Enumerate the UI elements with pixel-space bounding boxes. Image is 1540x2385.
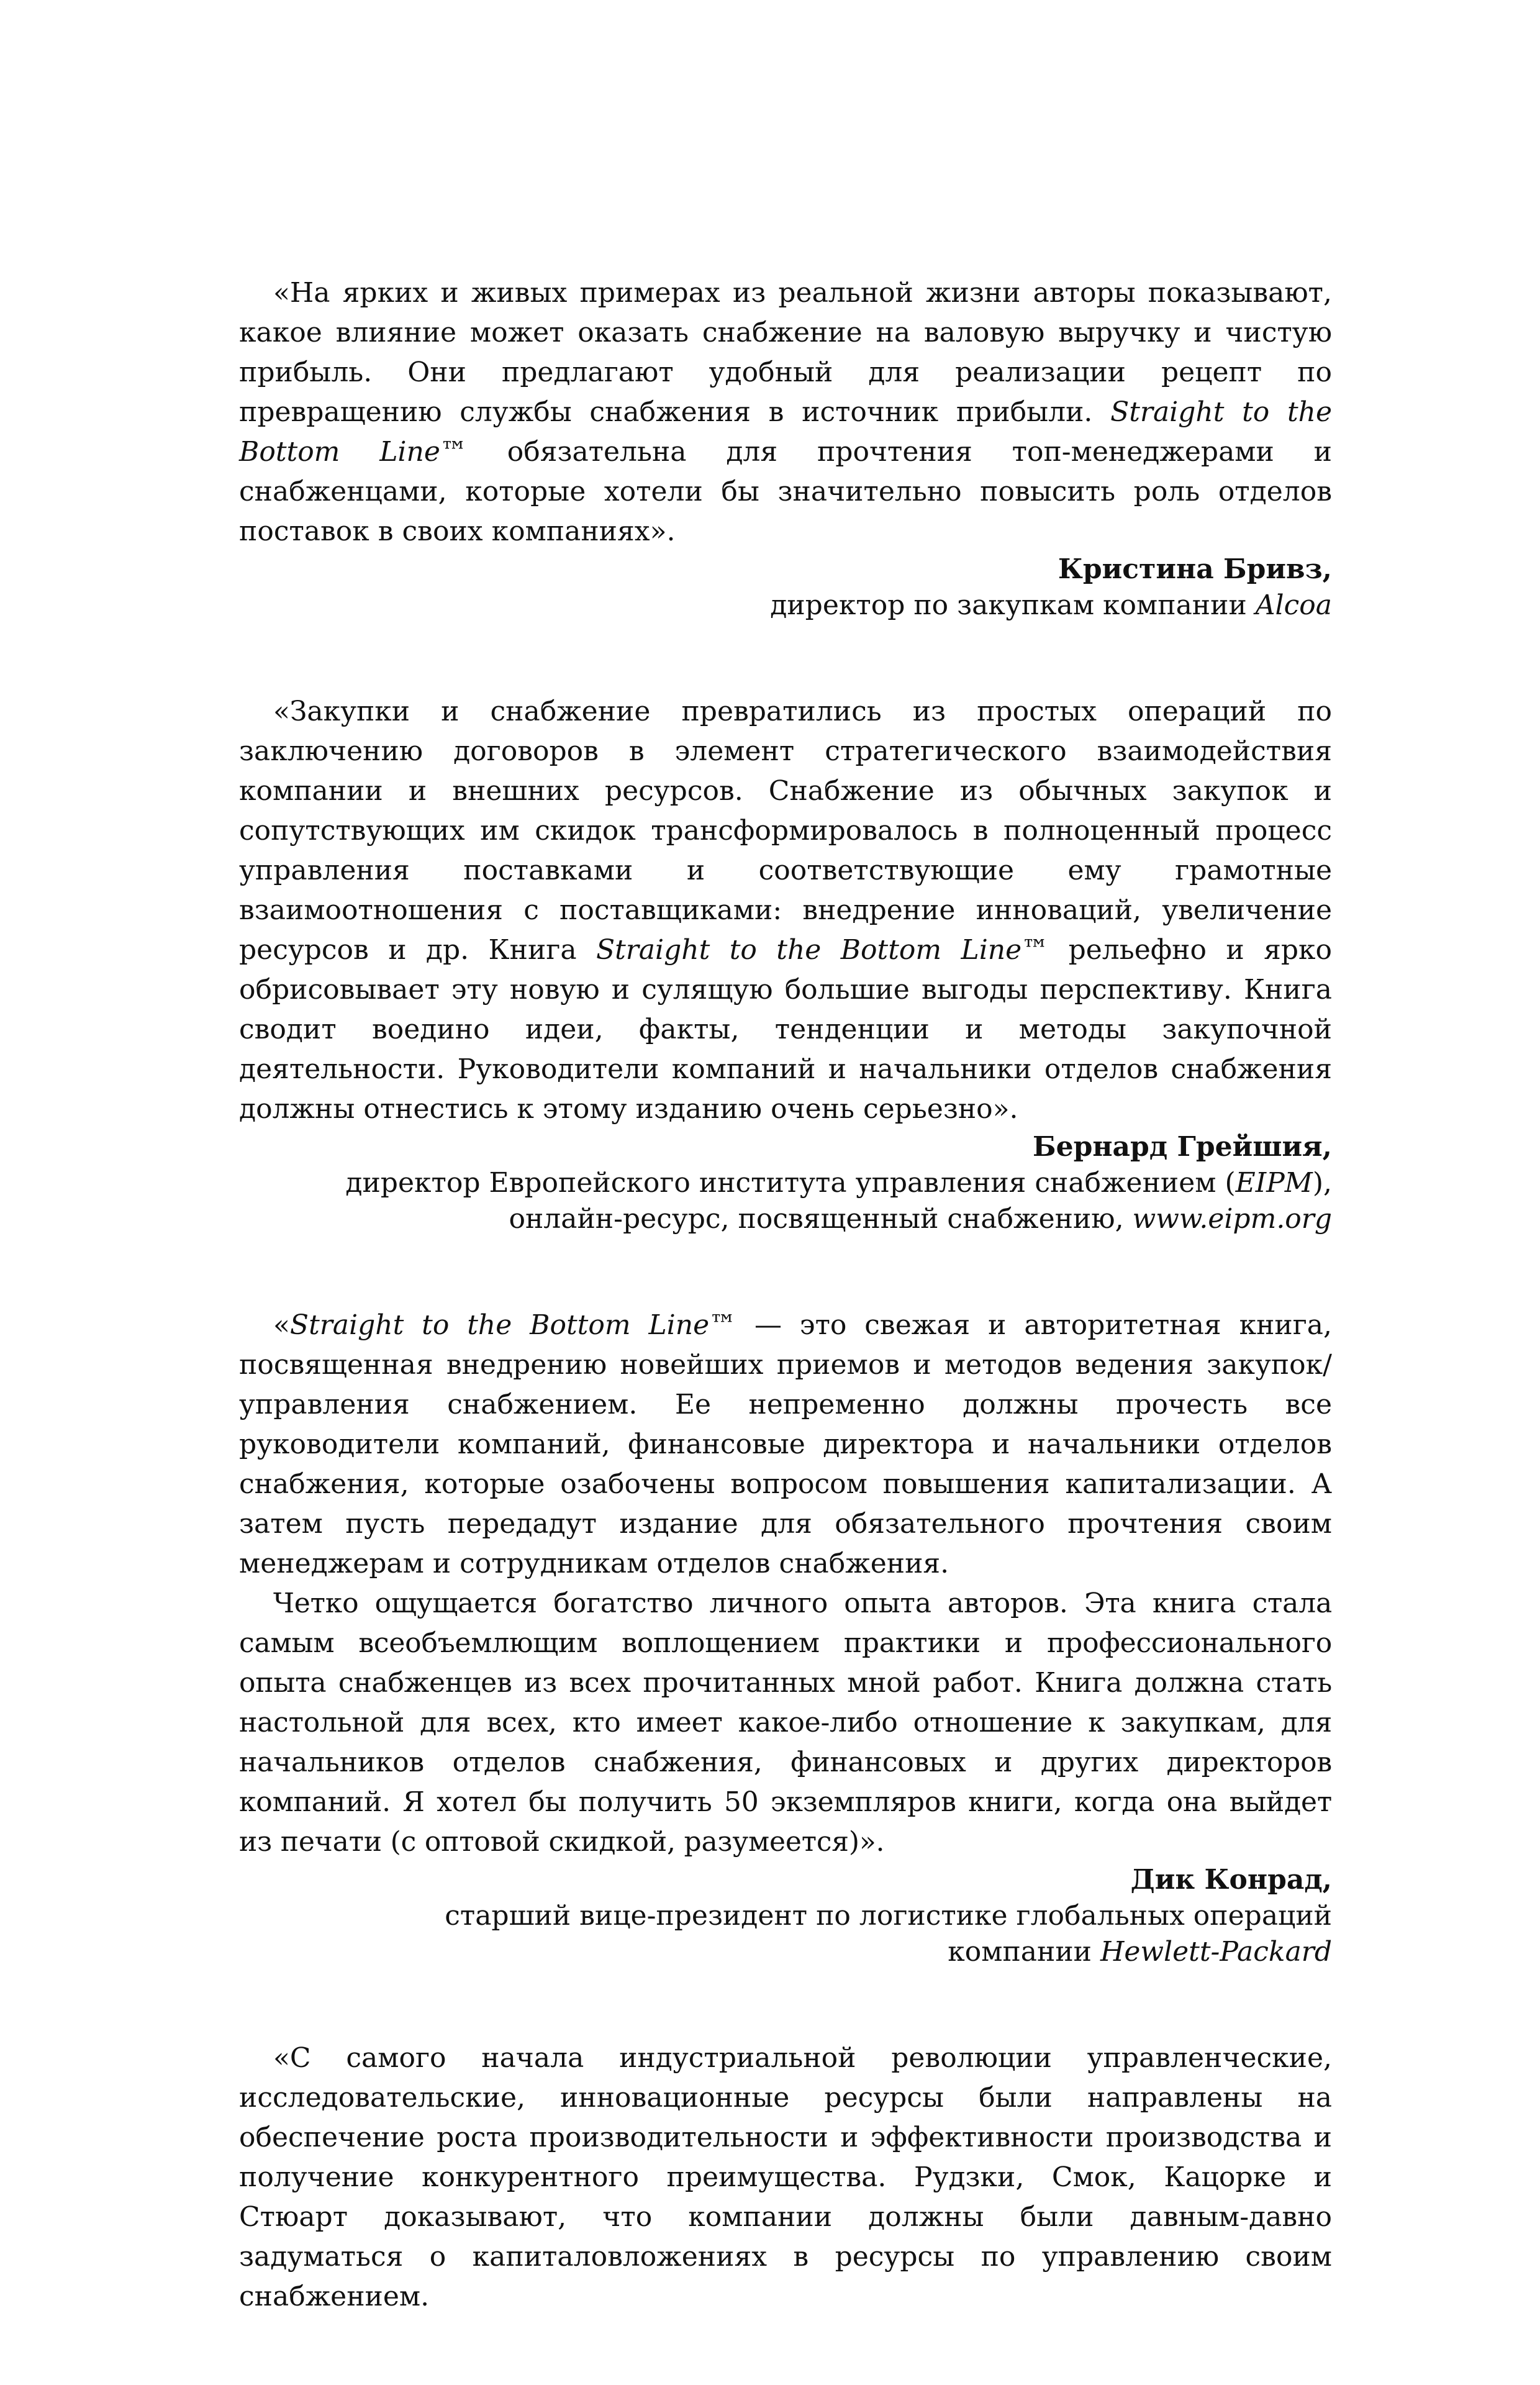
- italic-text: Alcoa: [1255, 589, 1332, 621]
- quote-attribution: [239, 1862, 1332, 1970]
- testimonial-block: [239, 1306, 1332, 1970]
- testimonial-block: [239, 273, 1332, 624]
- text-run: компании: [948, 1936, 1100, 1968]
- author-role: [239, 1201, 1332, 1237]
- text-run: директор Европейского института управления снабжением (: [345, 1167, 1236, 1199]
- quote-attribution: [239, 552, 1332, 624]
- testimonial-block: [239, 692, 1332, 1237]
- quote-paragraph: [239, 1306, 1332, 1584]
- author-role: [239, 1165, 1332, 1201]
- text-run: «На ярких и живых примерах из реальной жизни авторы показывают, какое влияние может оказать снабжение на валовую выручку и чистую прибыль. Они предлагают удобный для реализации рецепт по превращению службы снабжения в источник прибыли.: [239, 277, 1332, 428]
- text-run: рельефно и ярко обрисовывает эту новую и сулящую большие выгоды перспективу. Книга сводит воедино идеи, факты, тенденции и методы закупочной деятельности. Руководители компаний и начальники отделов снабжения должны отнестись к этому изданию очень серьезно».: [239, 934, 1333, 1125]
- author-name: Дик Конрад,: [1130, 1864, 1332, 1896]
- text-run: «С самого начала индустриальной революции управленческие, исследовательские, инновационные ресурсы были направлены на обеспечение роста производительности и эффективности производства и получение конкурентного преимущества. Рудзки, Смок, Кацорке и Стюарт доказывают, что компании должны были давным-давно задуматься о капиталовложениях в ресурсы по управлению своим снабжением.: [239, 2042, 1332, 2312]
- author-role: [239, 1934, 1332, 1970]
- author-name: Бернард Грейшия,: [1032, 1131, 1332, 1163]
- quote-attribution: [239, 1129, 1332, 1237]
- author-role: [239, 1898, 1332, 1934]
- italic-text: Hewlett-Packard: [1100, 1936, 1332, 1968]
- text-run: — это свежая и авторитетная книга, посвященная внедрению новейших приемов и методов ведения закупок/управления снабжением. Ее непременно должны прочесть все руководители компаний, финансовые директора и начальники отделов снабжения, которые озабочены вопросом повышения капитализации. А затем пусть передадут издание для обязательного прочтения своим менеджерам и сотрудникам отделов снабжения.: [239, 1309, 1332, 1579]
- author-name: Кристина Бривз,: [1058, 553, 1332, 585]
- document-page: [239, 273, 1332, 2385]
- quote-paragraph: [239, 1584, 1332, 1862]
- italic-text: Straight to the Bottom Line™: [239, 396, 1332, 468]
- text-run: обязательна для прочтения топ-менеджерами и снабженцами, которые хотели бы значительно повысить роль отделов поставок в своих компаниях».: [239, 436, 1332, 547]
- text-run: онлайн-ресурс, посвященный снабжению,: [509, 1203, 1133, 1235]
- italic-text: Straight to the Bottom Line™: [289, 1309, 737, 1341]
- text-run: директор по закупкам компании: [770, 589, 1256, 621]
- testimonial-block: [239, 2038, 1332, 2317]
- quote-paragraph: [239, 2038, 1332, 2317]
- text-run: «: [273, 1309, 290, 1341]
- italic-text: EIPM: [1235, 1167, 1313, 1199]
- quote-paragraph: [239, 273, 1332, 552]
- text-run: старший вице-президент по логистике глобальных операций: [445, 1900, 1332, 1932]
- text-run: ),: [1312, 1167, 1332, 1199]
- text-run: Четко ощущается богатство личного опыта авторов. Эта книга стала самым всеобъемлющим воплощением практики и профессионального опыта снабженцев из всех прочитанных мной работ. Книга должна стать настольной для всех, кто имеет какое-либо отношение к закупкам, для начальников отделов снабжения, финансовых и других директоров компаний. Я хотел бы получить 50 экземпляров книги, когда она выйдет из печати (с оптовой скидкой, разумеется)».: [239, 1588, 1332, 1858]
- author-role: [239, 588, 1332, 624]
- text-run: «Закупки и снабжение превратились из простых операций по заключению договоров в элемент стратегического взаимодействия компании и внешних ресурсов. Снабжение из обычных закупок и сопутствующих им скидок трансформировалось в полноценный процесс управления поставками и соответствующие ему грамотные взаимоотношения с поставщиками: внедрение инноваций, увеличение ресурсов и др. Книга: [239, 696, 1332, 966]
- quote-paragraph: [239, 692, 1332, 1129]
- italic-text: Straight to the Bottom Line™: [596, 934, 1049, 966]
- italic-text: www.eipm.org: [1132, 1203, 1332, 1235]
